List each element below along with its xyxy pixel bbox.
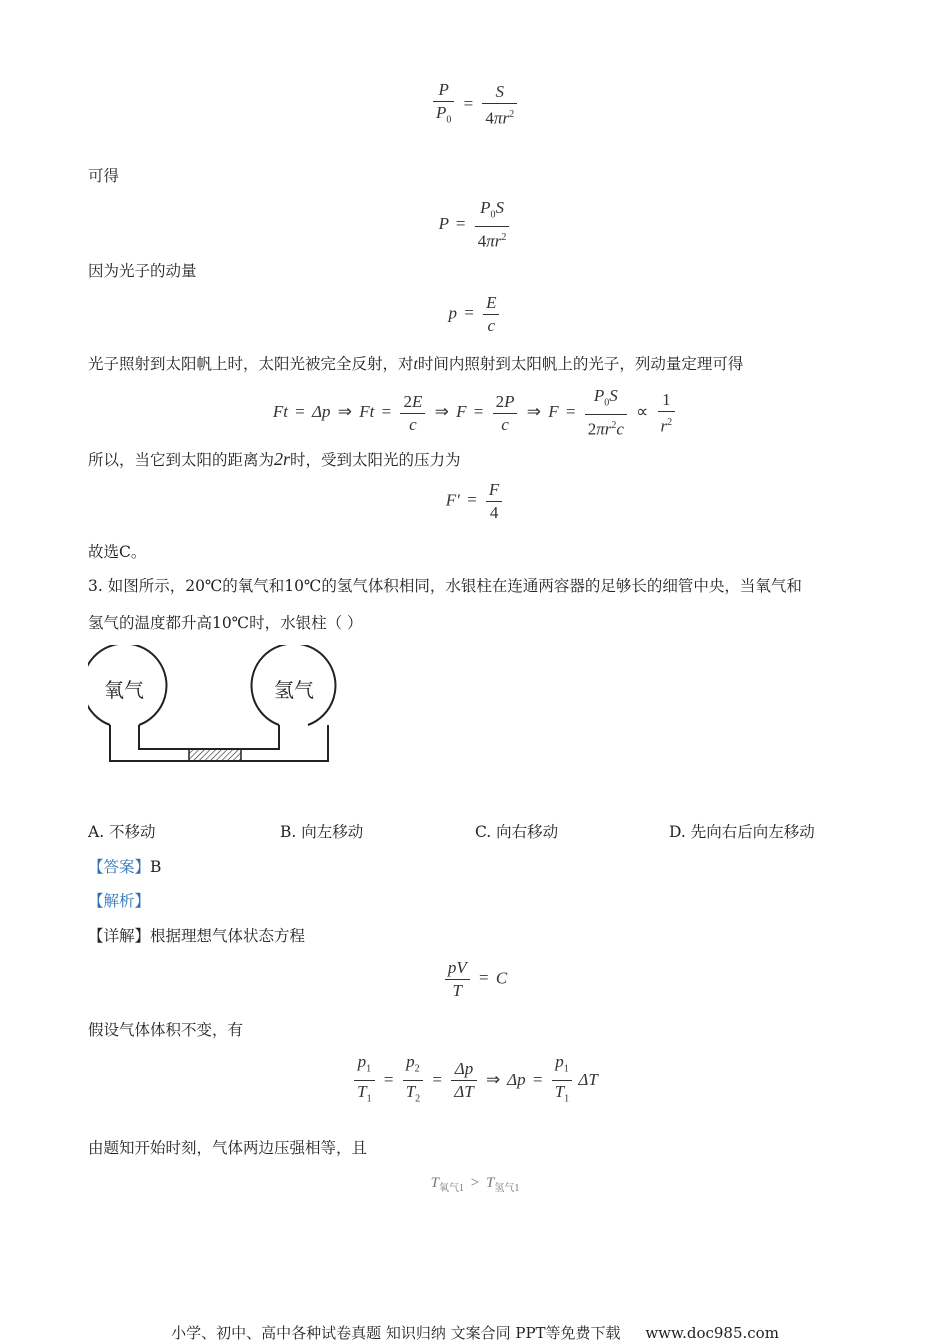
text-reflection: 光子照射到太阳帆上时，太阳光被完全反射，对t时间内照射到太阳帆上的光子，列动量定理可得	[88, 355, 744, 373]
mercury-column	[189, 749, 241, 761]
gas-container-diagram	[88, 645, 348, 770]
label-hydrogen: 氢气	[274, 678, 314, 702]
equation-pressure-change: $\frac{p_1}{T_1}$ = $\frac{p_2}{T_2}$ = $\frac{\Delta p}{\Delta T}$ ⇒ Δp = $\frac{p_1}{T_1}$ ΔT	[0, 1052, 950, 1110]
equation-force-chain: Ft = Δp ⇒ Ft = $\frac{2E}{c}$ ⇒ F = $\frac{2P}{c}$ ⇒ F = $\frac{P_0S}{2\pi r^2c}$ ∝ $\frac{1}{r^2}$	[0, 386, 950, 440]
option-d: D. 先向右后向左移动	[669, 823, 815, 841]
label-oxygen: 氧气	[104, 678, 144, 702]
text-distance: 所以，当它到太阳的距离为2r时，受到太阳光的压力为	[88, 449, 461, 469]
equation-force-quarter: F′ = $\frac{F}{4}$	[0, 480, 950, 523]
question-3-line2: 氢气的温度都升高10℃时，水银柱（ ）	[88, 614, 363, 632]
equation-temperature-compare: $T_{氧气1} > T_{氢气1}$	[430, 1175, 520, 1194]
text-photon-momentum: 因为光子的动量	[88, 262, 197, 280]
question-3-line1: 3. 如图所示，20℃的氧气和10℃的氢气体积相同，水银柱在连通两容器的足够长的细管中央，当氧气和	[88, 577, 802, 595]
text-initial-pressure: 由题知开始时刻，气体两边压强相等，且	[88, 1139, 368, 1157]
text-volume-constant: 假设气体体积不变，有	[88, 1021, 244, 1039]
equation-ratio: $\frac{P}{P_0}$ = $\frac{S}{4\pi r^2}$	[0, 80, 950, 130]
footer-link[interactable]: www.doc985.com	[645, 1324, 779, 1342]
option-c: C. 向右移动	[475, 823, 559, 841]
option-b: B. 向左移动	[280, 823, 364, 841]
detail-line: 【详解】根据理想气体状态方程	[88, 927, 306, 945]
equation-power: P = $\frac{P_0S}{4\pi r^2}$	[0, 198, 950, 252]
text-choose-c: 故选C。	[88, 543, 147, 561]
answer-line: 【答案】B	[88, 858, 162, 876]
equation-ideal-gas: $\frac{pV}{T}$ = C	[0, 958, 950, 1001]
option-a: A. 不移动	[88, 823, 156, 841]
page-footer	[0, 1322, 950, 1343]
text-kede: 可得	[88, 167, 120, 185]
footer-text: 小学、初中、高中各种试卷真题 知识归纳 文案合同 PPT等免费下载	[171, 1324, 621, 1342]
equation-momentum: p = $\frac{E}{c}$	[0, 293, 950, 336]
analysis-line: 【解析】	[88, 892, 151, 910]
